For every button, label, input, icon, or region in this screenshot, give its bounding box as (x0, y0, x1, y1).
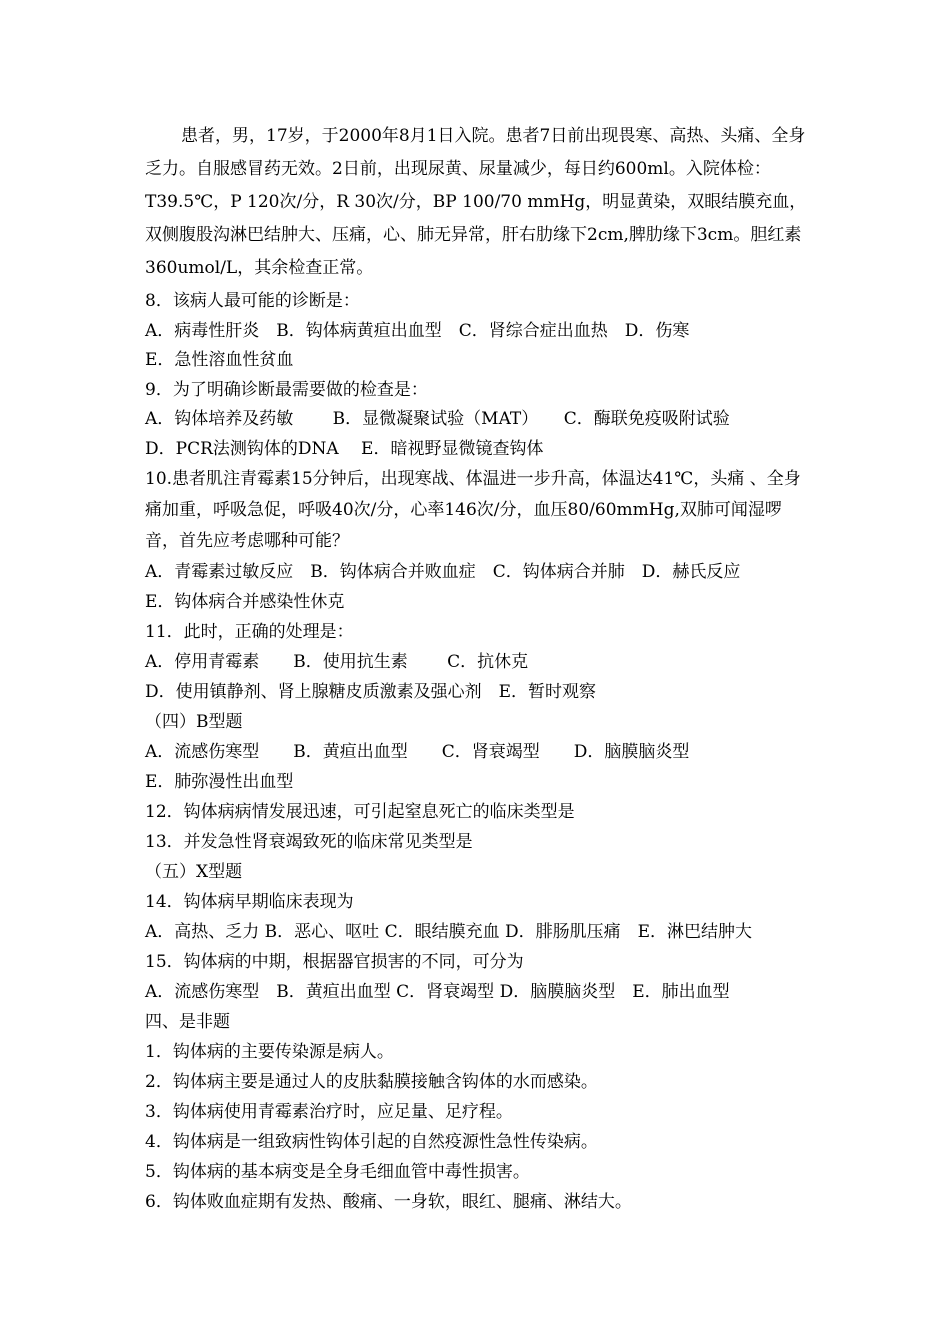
question-9-options-d-e: D．PCR法测钩体的DNA E．暗视野显微镜查钩体 (145, 438, 544, 459)
question-8: 8．该病人最可能的诊断是： (145, 291, 360, 311)
b-type-options-a-d: A．流感伤寒型 B．黄疸出血型 C．肾衰竭型 D．脑膜脑炎型 (145, 742, 690, 762)
question-12: 12．钩体病病情发展迅速，可引起窒息死亡的临床类型是 (145, 802, 575, 822)
section-x-type-heading: （五）X型题 (145, 862, 243, 882)
question-10-options-a-d: A．青霉素过敏反应 B．钩体病合并败血症 C．钩体病合并肺 D．赫氏反应 (145, 562, 741, 582)
question-10: 10.患者肌注青霉素15分钟后，出现寒战、体温进一步升高，体温达41℃，头痛 、全身痛加重，呼吸急促，呼吸40次/分，心率146次/分，血压80/60mmHg,双肺可闻湿啰音，首先应考虑哪种可能？ (145, 469, 801, 551)
true-false-2: 2．钩体病主要是通过人的皮肤黏膜接触含钩体的水而感染。 (145, 1072, 598, 1092)
question-10-option-e: E．钩体病合并感染性休克 (145, 592, 345, 612)
section-b-type-heading: （四）B型题 (145, 712, 243, 732)
b-type-option-e: E．肺弥漫性出血型 (145, 772, 294, 792)
document-page (145, 120, 810, 1217)
question-8-options-a-d: A．病毒性肝炎 B．钩体病黄疸出血型 C．肾综合症出血热 D．伤寒 (145, 320, 690, 341)
question-13: 13．并发急性肾衰竭致死的临床常见类型是 (145, 832, 473, 852)
question-11: 11．此时，正确的处理是： (145, 622, 354, 642)
question-15: 15．钩体病的中期，根据器官损害的不同，可分为 (145, 952, 524, 972)
section-true-false-heading: 四、是非题 (145, 1012, 230, 1032)
question-8-option-e: E．急性溶血性贫血 (145, 350, 294, 370)
question-15-options: A．流感伤寒型 B．黄疸出血型 C．肾衰竭型 D．脑膜脑炎型 E．肺出血型 (145, 982, 730, 1002)
question-14: 14．钩体病早期临床表现为 (145, 892, 354, 912)
question-9-options-a-c: A．钩体培养及药敏 B．显微凝聚试验（MAT） C．酶联免疫吸附试验 (145, 409, 730, 429)
true-false-4: 4．钩体病是一组致病性钩体引起的自然疫源性急性传染病。 (145, 1132, 598, 1152)
question-9: 9．为了明确诊断最需要做的检查是： (145, 379, 428, 400)
case-description: 患者，男，17岁，于2000年8月1日入院。患者7日前出现畏寒、高热、头痛、全身乏力。自服感冒药无效。2日前，出现尿黄、尿量减少，每日约600ml。入院体检：T39.5℃，P 120次/分，R 30次/分，BP 100/70 mmHg，明显黄染，双眼结膜充血，双侧腹股沟淋巴结肿大、压痛，心、肺无异常，肝右肋缘下2cm,脾肋缘下3cm。胆红素360umol/L，其余检查正常。 (145, 126, 807, 278)
true-false-1: 1．钩体病的主要传染源是病人。 (145, 1042, 394, 1062)
question-11-options-a-c: A．停用青霉素 B．使用抗生素 C．抗休克 (145, 652, 529, 672)
true-false-5: 5．钩体病的基本病变是全身毛细血管中毒性损害。 (145, 1162, 530, 1182)
question-14-options: A．高热、乏力 B．恶心、呕吐 C．眼结膜充血 D．腓肠肌压痛 E．淋巴结肿大 (145, 922, 753, 942)
true-false-6: 6．钩体败血症期有发热、酸痛、一身软，眼红、腿痛、淋结大。 (145, 1192, 632, 1212)
true-false-3: 3．钩体病使用青霉素治疗时，应足量、足疗程。 (145, 1102, 513, 1122)
question-11-options-d-e: D．使用镇静剂、肾上腺糖皮质激素及强心剂 E．暂时观察 (145, 682, 597, 702)
